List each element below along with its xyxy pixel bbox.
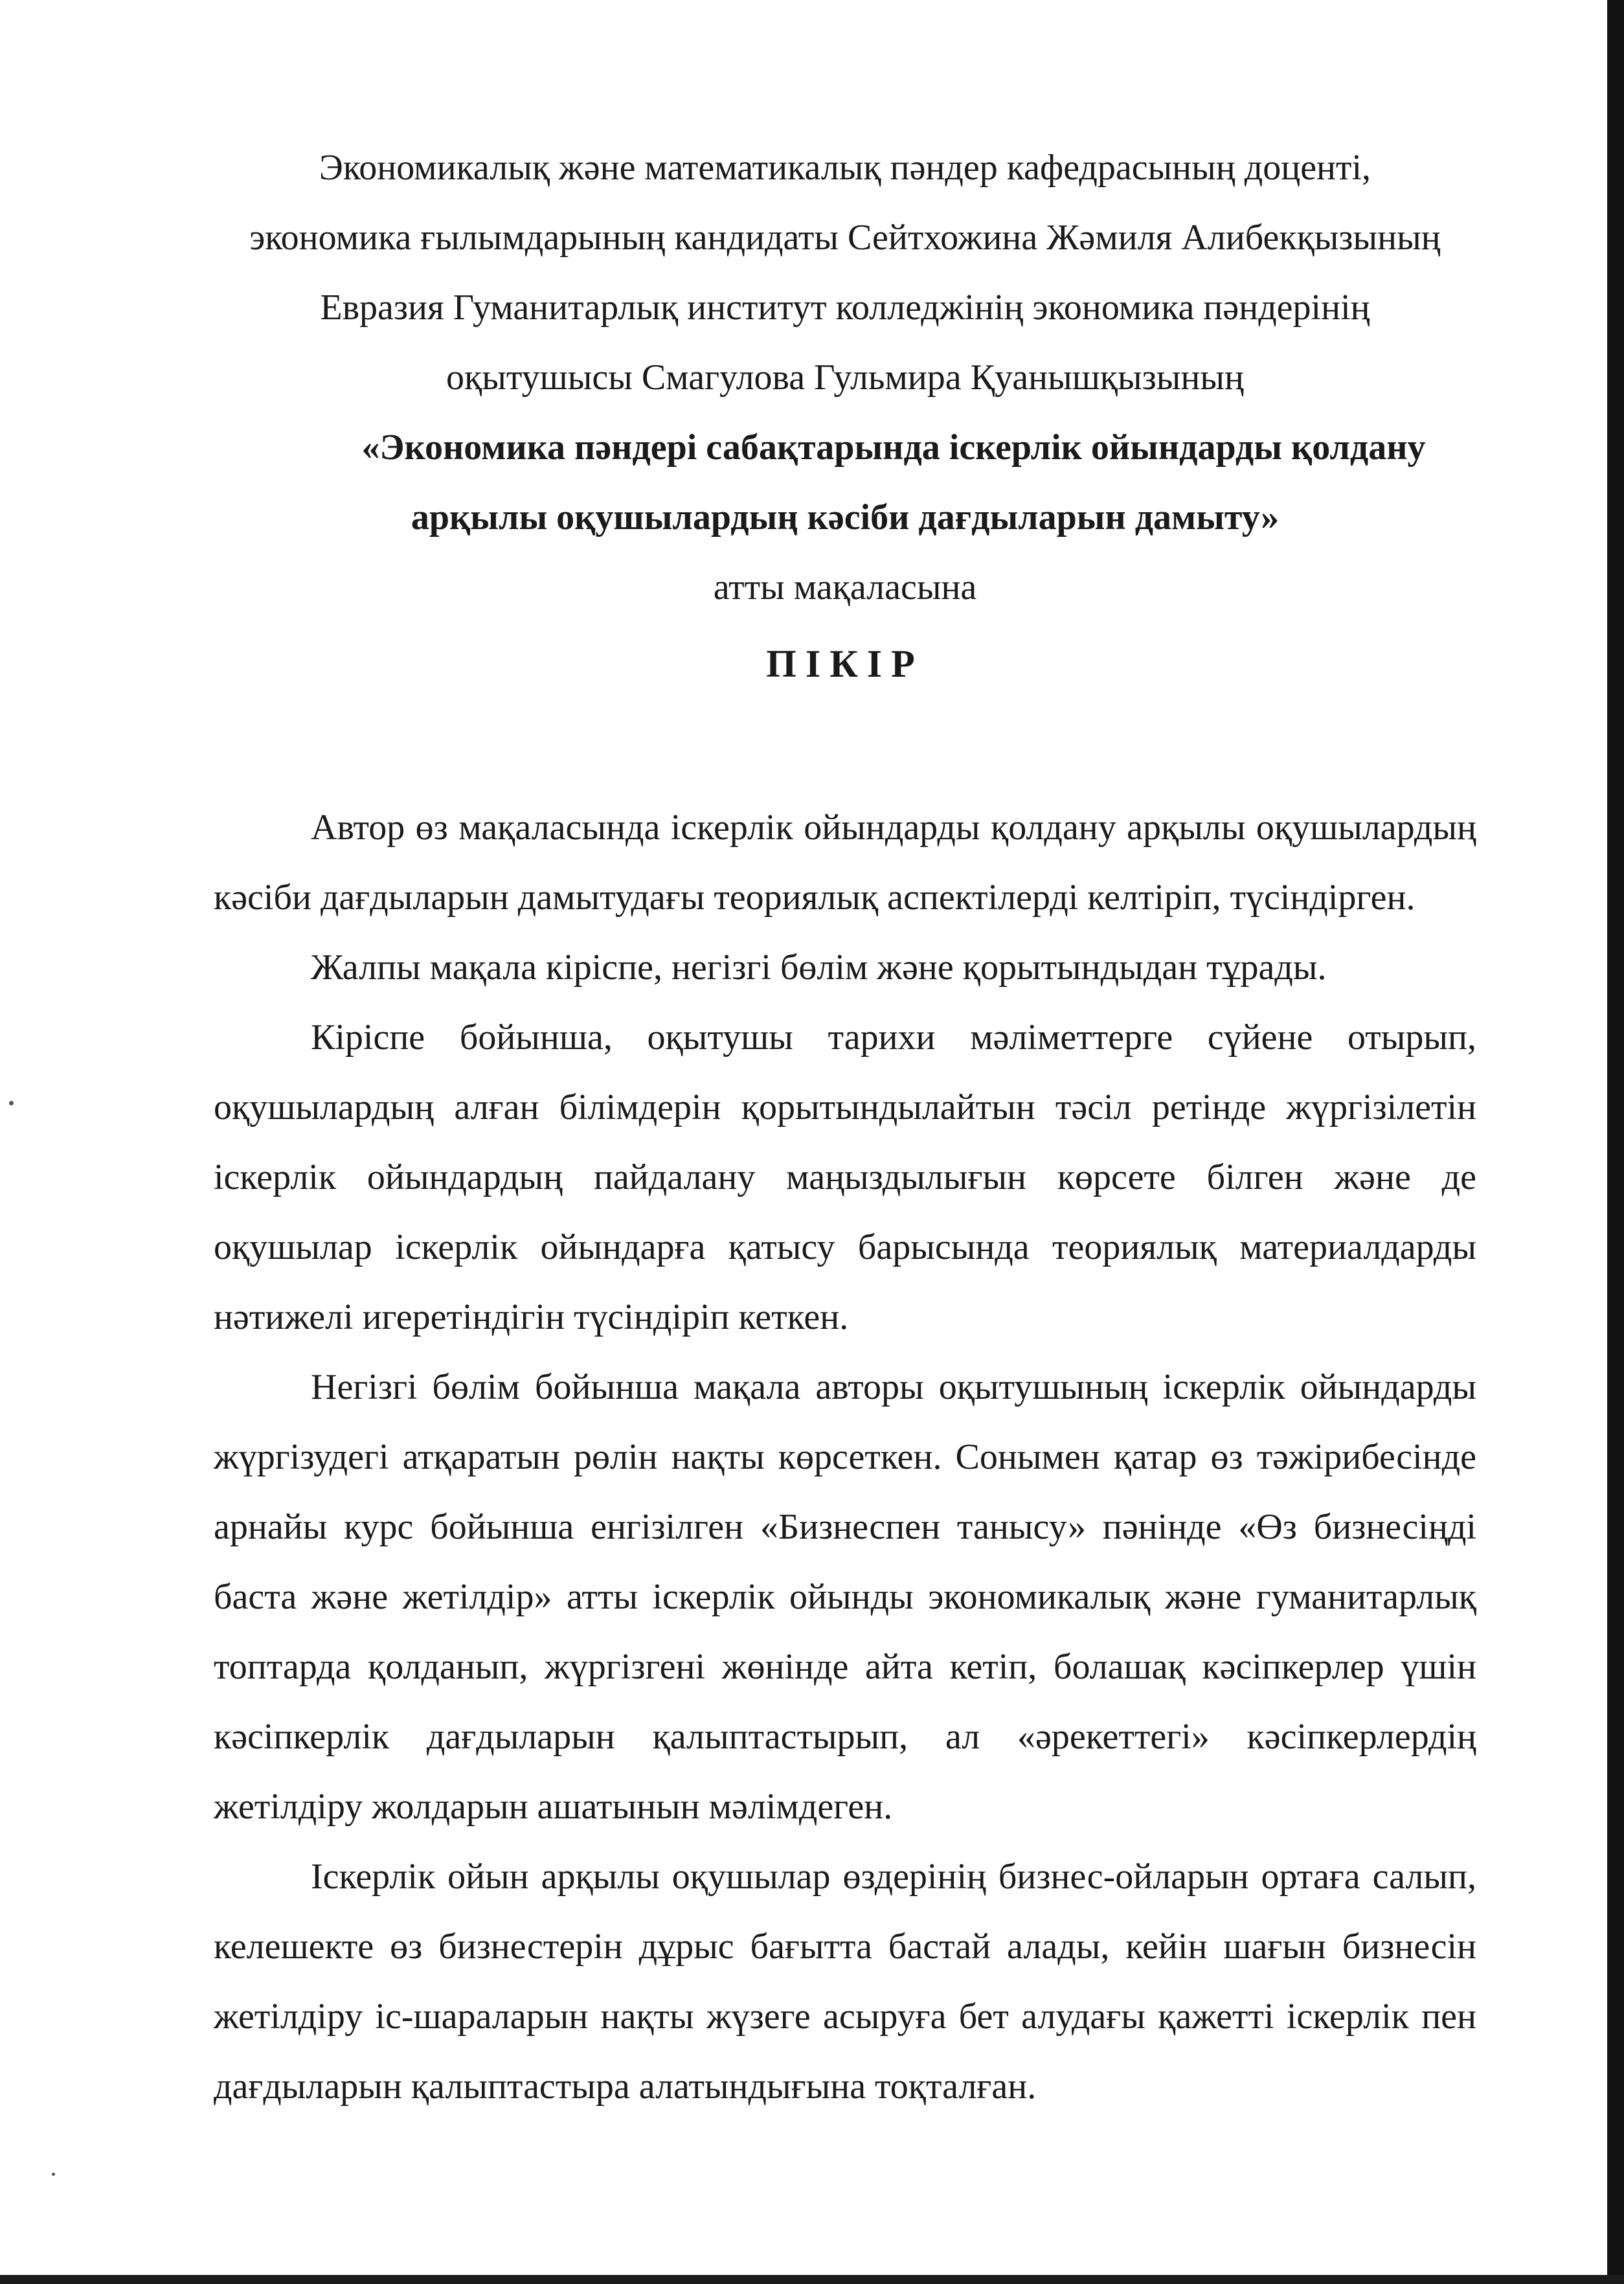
- scan-speck: [9, 1101, 14, 1105]
- paragraph-1: Автор өз мақаласында іскерлік ойындарды қолдану арқылы оқушылардың кәсіби дағдыларын дамытудағы теориялық аспектілерді келтіріп, түсіндірген.: [214, 808, 1476, 918]
- paragraph-4: Негізгі бөлім бойынша мақала авторы оқытушының іскерлік ойындарды жүргізудегі атқаратын рөлін нақты көрсеткен. Сонымен қатар өз тәжірибесінде арнайы курс бойынша енгізілген «Бизнеспен танысу» пәнінде «Өз бизнесіңді баста және жетілдір» атты іскерлік ойынды экономикалық және гуманитарлық топтарда қолданып, жүргізгені жөнінде айта кетіп, болашақ кәсіпкерлер үшін кәсіпкерлік дағдыларын қалыптастырып, ал «әрекеттегі» кәсіпкерлердің жетілдіру жолдарын ашатынын мәлімдеген.: [214, 1367, 1476, 1827]
- title-line-1: «Экономика пәндері сабақтарында іскерлік ойындарды қолдану: [361, 427, 1426, 468]
- article-title: [214, 413, 1476, 552]
- scan-edge-right: [1607, 0, 1624, 2284]
- scan-speck: [52, 2173, 55, 2176]
- paragraph-5: Іскерлік ойын арқылы оқушылар өздерінің бизнес-ойларын ортаға салып, келешекте өз бизнестерін дұрыс бағытта бастай алады, кейін шағын бизнесін жетілдіру іс-шараларын нақты жүзеге асыруға бет алудағы қажетті іскерлік пен дағдыларын қалыптастыра алатындығына тоқталған.: [214, 1857, 1476, 2107]
- review-heading: ПІКІР: [766, 642, 924, 685]
- header-line-3: Евразия Гуманитарлық институт колледжінің экономика пәндерінің: [320, 288, 1370, 328]
- document-header: [214, 133, 1476, 413]
- review-body: [214, 793, 1476, 2121]
- document-page: [214, 133, 1476, 2121]
- header-line-1: Экономикалық және математикалық пәндер кафедрасының доценті,: [319, 148, 1371, 188]
- title-line-2: арқылы оқушылардың кәсіби дағдыларын дамыту»: [411, 497, 1280, 537]
- header-line-2: экономика ғылымдарының кандидаты Сейтхожина Жәмиля Алибекқызының: [249, 218, 1441, 258]
- header-line-4: оқытушысы Смагулова Гульмира Қуанышқызының: [446, 357, 1244, 398]
- subtitle: атты мақаласына: [713, 567, 977, 607]
- paragraph-2: Жалпы мақала кіріспе, негізгі бөлім және қорытындыдан тұрады.: [311, 947, 1327, 988]
- scan-edge-bottom: [0, 2275, 1624, 2284]
- paragraph-3: Кіріспе бойынша, оқытушы тарихи мәліметтерге сүйене отырып, оқушылардың алған білімдерін қорытындылайтын тәсіл ретінде жүргізілетін іскерлік ойындардың пайдалану маңыздылығын көрсете білген және де оқушылар іскерлік ойындарға қатысу барысында теориялық материалдарды нәтижелі игеретіндігін түсіндіріп кеткен.: [214, 1017, 1476, 1337]
